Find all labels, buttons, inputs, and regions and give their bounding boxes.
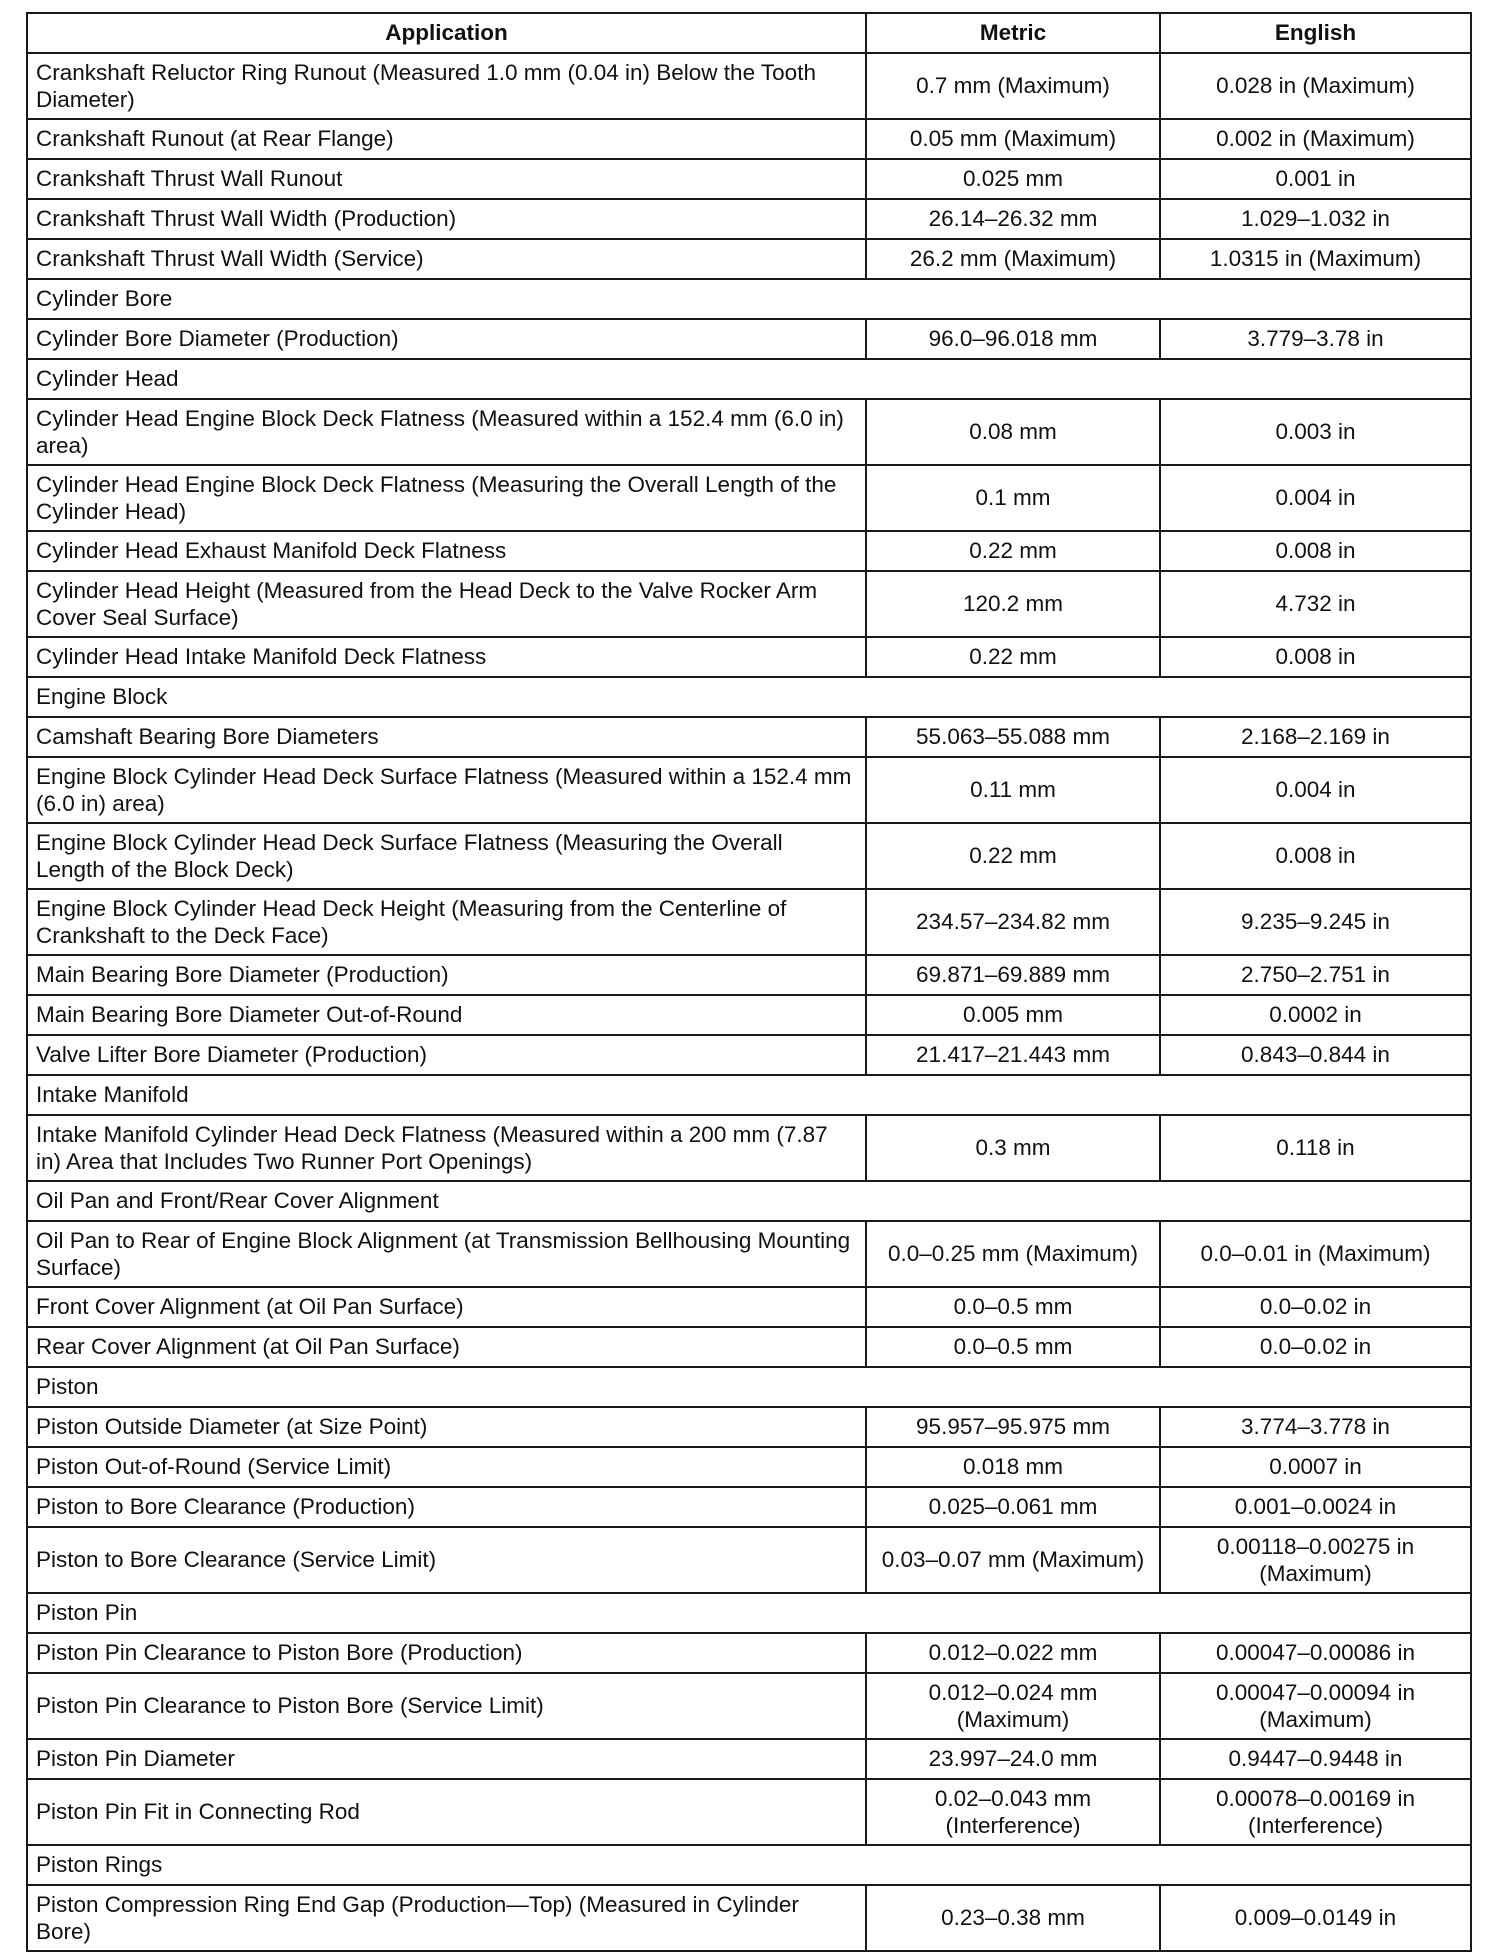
metric-cell: 96.0–96.018 mm (866, 319, 1160, 359)
table-row (27, 1287, 1471, 1327)
section-heading: Cylinder Head (27, 359, 1471, 399)
application-cell: Rear Cover Alignment (at Oil Pan Surface) (27, 1327, 866, 1367)
english-cell: 0.003 in (1160, 399, 1471, 465)
english-cell: 0.843–0.844 in (1160, 1035, 1471, 1075)
metric-cell: 0.1 mm (866, 465, 1160, 531)
application-cell: Oil Pan to Rear of Engine Block Alignment (at Transmission Bellhousing Mounting Surface) (27, 1221, 866, 1287)
table-row (27, 1779, 1471, 1845)
section-row (27, 1593, 1471, 1633)
english-cell: 0.002 in (Maximum) (1160, 119, 1471, 159)
table-row (27, 53, 1471, 119)
application-cell: Crankshaft Thrust Wall Width (Production) (27, 199, 866, 239)
english-cell: 0.0–0.01 in (Maximum) (1160, 1221, 1471, 1287)
english-cell: 2.168–2.169 in (1160, 717, 1471, 757)
english-cell: 4.732 in (1160, 571, 1471, 637)
application-cell: Piston to Bore Clearance (Production) (27, 1487, 866, 1527)
english-cell: 0.118 in (1160, 1115, 1471, 1181)
section-heading: Piston Pin (27, 1593, 1471, 1633)
table-row (27, 757, 1471, 823)
section-row (27, 1845, 1471, 1885)
metric-cell: 0.05 mm (Maximum) (866, 119, 1160, 159)
english-cell: 0.009–0.0149 in (1160, 1885, 1471, 1951)
metric-cell: 69.871–69.889 mm (866, 955, 1160, 995)
metric-cell: 0.03–0.07 mm (Maximum) (866, 1527, 1160, 1593)
metric-cell: 95.957–95.975 mm (866, 1407, 1160, 1447)
english-cell: 0.0007 in (1160, 1447, 1471, 1487)
metric-cell: 0.0–0.5 mm (866, 1327, 1160, 1367)
metric-cell: 0.0–0.25 mm (Maximum) (866, 1221, 1160, 1287)
application-cell: Main Bearing Bore Diameter (Production) (27, 955, 866, 995)
application-cell: Crankshaft Reluctor Ring Runout (Measured 1.0 mm (0.04 in) Below the Tooth Diameter) (27, 53, 866, 119)
english-cell: 1.029–1.032 in (1160, 199, 1471, 239)
application-cell: Cylinder Head Exhaust Manifold Deck Flatness (27, 531, 866, 571)
english-cell: 0.00078–0.00169 in (Interference) (1160, 1779, 1471, 1845)
english-cell: 0.004 in (1160, 465, 1471, 531)
metric-cell: 21.417–21.443 mm (866, 1035, 1160, 1075)
specifications-table (26, 12, 1472, 1952)
english-cell: 9.235–9.245 in (1160, 889, 1471, 955)
english-cell: 0.008 in (1160, 637, 1471, 677)
metric-cell: 0.005 mm (866, 995, 1160, 1035)
section-row (27, 279, 1471, 319)
english-cell: 0.00047–0.00094 in (Maximum) (1160, 1673, 1471, 1739)
section-heading: Piston Rings (27, 1845, 1471, 1885)
section-row (27, 1367, 1471, 1407)
application-cell: Crankshaft Thrust Wall Runout (27, 159, 866, 199)
english-cell: 0.008 in (1160, 531, 1471, 571)
application-cell: Intake Manifold Cylinder Head Deck Flatness (Measured within a 200 mm (7.87 in) Area that Includes Two Runner Port Openings) (27, 1115, 866, 1181)
english-cell: 0.9447–0.9448 in (1160, 1739, 1471, 1779)
english-cell: 0.008 in (1160, 823, 1471, 889)
english-cell: 1.0315 in (Maximum) (1160, 239, 1471, 279)
application-cell: Camshaft Bearing Bore Diameters (27, 717, 866, 757)
application-cell: Piston Pin Clearance to Piston Bore (Service Limit) (27, 1673, 866, 1739)
metric-cell: 0.025 mm (866, 159, 1160, 199)
application-cell: Cylinder Head Engine Block Deck Flatness (Measured within a 152.4 mm (6.0 in) area) (27, 399, 866, 465)
english-cell: 0.001–0.0024 in (1160, 1487, 1471, 1527)
metric-cell: 0.025–0.061 mm (866, 1487, 1160, 1527)
application-cell: Piston to Bore Clearance (Service Limit) (27, 1527, 866, 1593)
application-cell: Piston Pin Fit in Connecting Rod (27, 1779, 866, 1845)
section-heading: Engine Block (27, 677, 1471, 717)
section-heading: Intake Manifold (27, 1075, 1471, 1115)
table-row (27, 199, 1471, 239)
section-row (27, 1181, 1471, 1221)
table-row (27, 1327, 1471, 1367)
table-row (27, 955, 1471, 995)
application-cell: Main Bearing Bore Diameter Out-of-Round (27, 995, 866, 1035)
application-cell: Engine Block Cylinder Head Deck Surface Flatness (Measuring the Overall Length of the Block Deck) (27, 823, 866, 889)
metric-cell: 0.11 mm (866, 757, 1160, 823)
english-cell: 2.750–2.751 in (1160, 955, 1471, 995)
table-row (27, 889, 1471, 955)
application-cell: Crankshaft Runout (at Rear Flange) (27, 119, 866, 159)
metric-cell: 0.22 mm (866, 637, 1160, 677)
table-row (27, 995, 1471, 1035)
metric-cell: 0.02–0.043 mm (Interference) (866, 1779, 1160, 1845)
table-row (27, 1447, 1471, 1487)
application-cell: Crankshaft Thrust Wall Width (Service) (27, 239, 866, 279)
table-row (27, 1673, 1471, 1739)
application-cell: Piston Compression Ring End Gap (Production—Top) (Measured in Cylinder Bore) (27, 1885, 866, 1951)
section-heading: Piston (27, 1367, 1471, 1407)
english-cell: 3.779–3.78 in (1160, 319, 1471, 359)
table-row (27, 465, 1471, 531)
application-cell: Engine Block Cylinder Head Deck Height (Measuring from the Centerline of Crankshaft to the Deck Face) (27, 889, 866, 955)
header-row (27, 13, 1471, 53)
metric-cell: 26.14–26.32 mm (866, 199, 1160, 239)
table-row (27, 119, 1471, 159)
english-cell: 0.028 in (Maximum) (1160, 53, 1471, 119)
application-cell: Piston Out-of-Round (Service Limit) (27, 1447, 866, 1487)
metric-cell: 0.7 mm (Maximum) (866, 53, 1160, 119)
english-cell: 0.0002 in (1160, 995, 1471, 1035)
table-row (27, 823, 1471, 889)
section-row (27, 1075, 1471, 1115)
column-header-application: Application (27, 13, 866, 53)
table-row (27, 1115, 1471, 1181)
application-cell: Cylinder Head Intake Manifold Deck Flatness (27, 637, 866, 677)
metric-cell: 0.018 mm (866, 1447, 1160, 1487)
table-row (27, 239, 1471, 279)
table-row (27, 1487, 1471, 1527)
application-cell: Valve Lifter Bore Diameter (Production) (27, 1035, 866, 1075)
application-cell: Engine Block Cylinder Head Deck Surface Flatness (Measured within a 152.4 mm (6.0 in) area) (27, 757, 866, 823)
section-heading: Oil Pan and Front/Rear Cover Alignment (27, 1181, 1471, 1221)
english-cell: 0.004 in (1160, 757, 1471, 823)
table-row (27, 1407, 1471, 1447)
application-cell: Cylinder Bore Diameter (Production) (27, 319, 866, 359)
table-row (27, 319, 1471, 359)
table-row (27, 399, 1471, 465)
column-header-metric: Metric (866, 13, 1160, 53)
table-row (27, 1221, 1471, 1287)
table-row (27, 1633, 1471, 1673)
table-row (27, 1739, 1471, 1779)
metric-cell: 55.063–55.088 mm (866, 717, 1160, 757)
metric-cell: 0.22 mm (866, 531, 1160, 571)
section-row (27, 359, 1471, 399)
table-row (27, 717, 1471, 757)
application-cell: Cylinder Head Height (Measured from the Head Deck to the Valve Rocker Arm Cover Seal Surface) (27, 571, 866, 637)
metric-cell: 0.3 mm (866, 1115, 1160, 1181)
table-row (27, 159, 1471, 199)
table-row (27, 637, 1471, 677)
application-cell: Cylinder Head Engine Block Deck Flatness (Measuring the Overall Length of the Cylinder Head) (27, 465, 866, 531)
metric-cell: 234.57–234.82 mm (866, 889, 1160, 955)
application-cell: Piston Pin Clearance to Piston Bore (Production) (27, 1633, 866, 1673)
metric-cell: 120.2 mm (866, 571, 1160, 637)
section-row (27, 677, 1471, 717)
table-row (27, 1527, 1471, 1593)
metric-cell: 0.012–0.024 mm (Maximum) (866, 1673, 1160, 1739)
application-cell: Piston Pin Diameter (27, 1739, 866, 1779)
english-cell: 0.001 in (1160, 159, 1471, 199)
application-cell: Piston Outside Diameter (at Size Point) (27, 1407, 866, 1447)
section-heading: Cylinder Bore (27, 279, 1471, 319)
application-cell: Front Cover Alignment (at Oil Pan Surface) (27, 1287, 866, 1327)
metric-cell: 26.2 mm (Maximum) (866, 239, 1160, 279)
metric-cell: 0.0–0.5 mm (866, 1287, 1160, 1327)
english-cell: 0.0–0.02 in (1160, 1327, 1471, 1367)
english-cell: 0.0–0.02 in (1160, 1287, 1471, 1327)
table-row (27, 571, 1471, 637)
column-header-english: English (1160, 13, 1471, 53)
table-row (27, 1035, 1471, 1075)
metric-cell: 0.08 mm (866, 399, 1160, 465)
metric-cell: 0.012–0.022 mm (866, 1633, 1160, 1673)
metric-cell: 0.23–0.38 mm (866, 1885, 1160, 1951)
table-row (27, 531, 1471, 571)
english-cell: 0.00047–0.00086 in (1160, 1633, 1471, 1673)
english-cell: 3.774–3.778 in (1160, 1407, 1471, 1447)
metric-cell: 23.997–24.0 mm (866, 1739, 1160, 1779)
metric-cell: 0.22 mm (866, 823, 1160, 889)
table-row (27, 1885, 1471, 1951)
english-cell: 0.00118–0.00275 in (Maximum) (1160, 1527, 1471, 1593)
